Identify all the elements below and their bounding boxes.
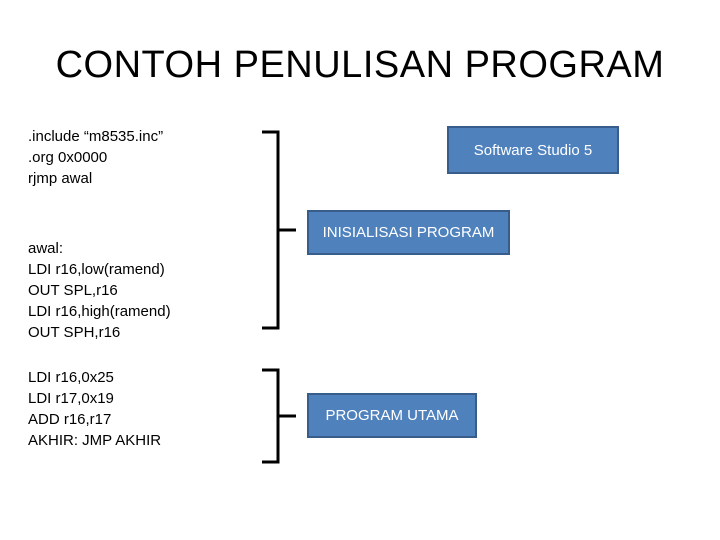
software-studio-box: Software Studio 5	[447, 126, 619, 174]
code-line: ADD r16,r17	[28, 411, 112, 428]
code-line: rjmp awal	[28, 170, 93, 187]
code-line: LDI r16,high(ramend)	[28, 303, 171, 320]
slide-title: CONTOH PENULISAN PROGRAM	[55, 44, 665, 86]
code-line: AKHIR: JMP AKHIR	[28, 432, 162, 449]
code-line: .include “m8535.inc”	[28, 128, 164, 145]
code-line: LDI r16,low(ramend)	[28, 261, 165, 278]
code-line: awal:	[28, 240, 64, 257]
code-line: .org 0x0000	[28, 149, 108, 166]
code-line: OUT SPH,r16	[28, 324, 121, 341]
code-line: LDI r17,0x19	[28, 390, 114, 407]
code-line: OUT SPL,r16	[28, 282, 118, 299]
init-program-box: INISIALISASI PROGRAM	[307, 210, 510, 255]
bracket-main	[262, 370, 296, 462]
bracket-init	[262, 132, 296, 328]
main-program-box: PROGRAM UTAMA	[307, 393, 477, 438]
code-line: LDI r16,0x25	[28, 369, 114, 386]
